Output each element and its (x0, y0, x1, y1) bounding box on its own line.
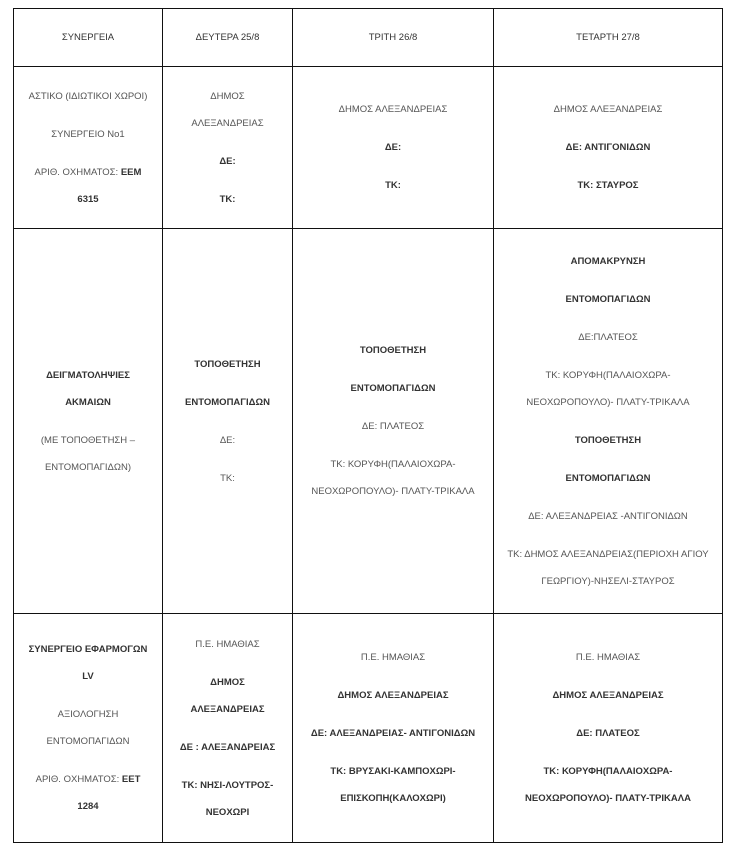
cell-text: ΤΟΠΟΘΕΤΗΣΗ (194, 358, 261, 370)
table-cell (163, 614, 293, 843)
cell-text: ΤΟΠΟΘΕΤΗΣΗ (574, 434, 642, 446)
cell-text: ΔΕ: (384, 142, 402, 153)
cell-paragraph (500, 427, 716, 454)
cell-text: 6315 (77, 193, 99, 205)
header-cell: ΤΡΙΤΗ 26/8 (293, 9, 494, 67)
cell-paragraph (20, 766, 156, 820)
cell-paragraph (500, 720, 716, 747)
cell-text: ΔΗΜΟΣ ΑΛΕΞΑΝΔΡΕΙΑΣ (552, 690, 664, 701)
cell-paragraph (299, 134, 487, 161)
cell-text: ΑΡΙΘ. ΟΧΗΜΑΤΟΣ: (35, 774, 122, 785)
cell-paragraph (20, 701, 156, 755)
table-cell (494, 229, 723, 614)
cell-text: ΕΕΤ (121, 774, 141, 785)
cell-text: ΔΕ: ΠΛΑΤΕΟΣ (361, 421, 425, 432)
cell-text: ΝΕΟΧΩΡΟΠΟΥΛΟ)- ΠΛΑΤΥ-ΤΡΙΚΑΛΑ (526, 396, 690, 408)
cell-text: ΔΗΜΟΣ (210, 676, 245, 688)
header-cell: ΔΕΥΤΕΡΑ 25/8 (163, 9, 293, 67)
table-cell (14, 614, 163, 843)
cell-paragraph (20, 159, 156, 213)
cell-text: ΣΥΝΕΡΓΕΙΟ Νο1 (51, 128, 125, 140)
cell-paragraph (500, 682, 716, 709)
cell-text: ΑΡΙΘ. ΟΧΗΜΑΤΟΣ: (34, 166, 121, 178)
cell-text: ΤΚ: ΣΤΑΥΡΟΣ (577, 180, 639, 191)
table-cell (14, 229, 163, 614)
cell-text: ΕΕΜ (120, 166, 142, 178)
cell-paragraph (20, 121, 156, 148)
table-cell (163, 229, 293, 614)
cell-paragraph (299, 413, 487, 440)
cell-text: ΤΚ: ΝΗΣΙ-ΛΟΥΤΡΟΣ- (181, 779, 274, 791)
cell-paragraph (169, 186, 286, 213)
cell-text: ΤΟΠΟΘΕΤΗΣΗ (359, 345, 427, 356)
cell-text: ΔΕ:ΠΛΑΤΕΟΣ (578, 331, 638, 343)
cell-text: ΤΚ: (385, 180, 401, 191)
cell-paragraph (299, 375, 487, 402)
cell-paragraph (299, 337, 487, 364)
cell-text: ΕΝΤΟΜΟΠΑΓΙΔΩΝ (185, 396, 270, 408)
cell-paragraph (169, 83, 286, 137)
cell-text: ΕΝΤΟΜΟΠΑΓΙΔΩΝ (350, 383, 436, 394)
cell-text: ΝΕΟΧΩΡΟΠΟΥΛΟ)- ΠΛΑΤΥ-ΤΡΙΚΑΛΑ (311, 486, 475, 497)
cell-paragraph (500, 248, 716, 275)
cell-paragraph (20, 362, 156, 416)
cell-paragraph (169, 669, 286, 723)
cell-text: ΑΛΕΞΑΝΔΡΕΙΑΣ (191, 117, 264, 129)
cell-paragraph (20, 83, 156, 110)
cell-paragraph (500, 286, 716, 313)
cell-text: ΔΕΙΓΜΑΤΟΛΗΨΙΕΣ (46, 369, 130, 381)
cell-text: ΔΕ: (219, 155, 236, 167)
cell-text: ΑΠΟΜΑΚΡΥΝΣΗ (570, 255, 646, 267)
cell-text: ΔΗΜΟΣ ΑΛΕΞΑΝΔΡΕΙΑΣ (553, 104, 663, 115)
cell-text: ΑΣΤΙΚΟ (ΙΔΙΩΤΙΚΟΙ ΧΩΡΟΙ) (28, 90, 148, 102)
table-cell (494, 67, 723, 229)
cell-text: ΣΥΝΕΡΓΕΙΟ ΕΦΑΡΜΟΓΩΝ (28, 644, 148, 655)
table-cell (494, 614, 723, 843)
cell-paragraph (299, 682, 487, 709)
cell-text: ΕΝΤΟΜΟΠΑΓΙΔΩΝ (565, 293, 651, 305)
cell-text: ΔΗΜΟΣ ΑΛΕΞΑΝΔΡΕΙΑΣ (337, 690, 449, 701)
cell-text: (ΜΕ ΤΟΠΟΘΕΤΗΣΗ – (40, 434, 136, 446)
cell-paragraph (500, 362, 716, 416)
schedule-table (13, 8, 723, 843)
cell-paragraph (500, 96, 716, 123)
table-cell (163, 67, 293, 229)
cell-paragraph (500, 465, 716, 492)
cell-paragraph (169, 351, 286, 378)
cell-text: ΔΕ: ΑΛΕΞΑΝΔΡΕΙΑΣ- ΑΝΤΙΓΟΝΙΔΩΝ (310, 728, 476, 739)
cell-paragraph (20, 636, 156, 690)
cell-text: ΑΚΜΑΙΩΝ (65, 396, 111, 408)
cell-text: ΕΝΤΟΜΟΠΑΓΙΔΩΝ (565, 472, 651, 484)
cell-text: ΕΠΙΣΚΟΠΗ(ΚΑΛΟΧΩΡΙ) (340, 793, 446, 804)
cell-paragraph (299, 172, 487, 199)
table-row (14, 67, 723, 229)
cell-text: ΑΞΙΟΛΟΓΗΣΗ (57, 709, 119, 720)
cell-paragraph (299, 644, 487, 671)
cell-paragraph (500, 324, 716, 351)
header-row (14, 9, 723, 67)
cell-text: ΔΕ: ΑΝΤΙΓΟΝΙΔΩΝ (565, 142, 651, 153)
cell-text: ΔΕ: ΑΛΕΞΑΝΔΡΕΙΑΣ -ΑΝΤΙΓΟΝΙΔΩΝ (528, 510, 688, 522)
cell-text: ΤΚ: (220, 472, 235, 484)
cell-paragraph (169, 734, 286, 761)
cell-text: ΔΕ: (219, 434, 236, 446)
header-cell: ΣΥΝΕΡΓΕΙΑ (14, 9, 163, 67)
cell-text: ΝΕΟΧΩΡΟΠΟΥΛΟ)- ΠΛΑΤΥ-ΤΡΙΚΑΛΑ (525, 793, 691, 804)
cell-paragraph (169, 631, 286, 658)
table-cell (293, 67, 494, 229)
cell-paragraph (500, 644, 716, 671)
cell-text: 1284 (77, 801, 99, 812)
cell-text: ΓΕΩΡΓΙΟΥ)-ΝΗΣΕΛΙ-ΣΤΑΥΡΟΣ (541, 575, 675, 587)
cell-paragraph (299, 451, 487, 505)
cell-text: Π.Ε. ΗΜΑΘΙΑΣ (360, 652, 426, 663)
cell-text: ΤΚ: ΚΟΡΥΦΗ(ΠΑΛΑΙΟΧΩΡΑ- (543, 766, 673, 777)
cell-text: ΤΚ: ΒΡΥΣΑΚΙ-ΚΑΜΠΟΧΩΡΙ- (330, 766, 456, 777)
cell-paragraph (299, 758, 487, 812)
cell-text: Π.Ε. ΗΜΑΘΙΑΣ (575, 652, 641, 663)
cell-paragraph (169, 427, 286, 454)
table-cell (14, 67, 163, 229)
header-cell: ΤΕΤΑΡΤΗ 27/8 (494, 9, 723, 67)
cell-text: ΤΚ: ΚΟΡΥΦΗ(ΠΑΛΑΙΟΧΩΡΑ- (330, 459, 456, 470)
cell-text: LV (82, 671, 94, 682)
cell-paragraph (20, 427, 156, 481)
cell-paragraph (169, 389, 286, 416)
table-row (14, 614, 723, 843)
cell-text: ΕΝΤΟΜΟΠΑΓΙΔΩΝ (46, 736, 130, 747)
cell-paragraph (500, 172, 716, 199)
cell-text: ΑΛΕΞΑΝΔΡΕΙΑΣ (190, 703, 265, 715)
cell-paragraph (500, 541, 716, 595)
table-cell (293, 229, 494, 614)
cell-text: ΔΗΜΟΣ (210, 90, 245, 102)
cell-text: ΕΝΤΟΜΟΠΑΓΙΔΩΝ) (44, 461, 132, 473)
cell-text: Π.Ε. ΗΜΑΘΙΑΣ (195, 638, 260, 650)
cell-text: ΤΚ: ΚΟΡΥΦΗ(ΠΑΛΑΙΟΧΩΡΑ- (545, 369, 671, 381)
cell-paragraph (500, 758, 716, 812)
cell-paragraph (169, 772, 286, 826)
table-cell (293, 614, 494, 843)
cell-paragraph (169, 148, 286, 175)
cell-text: ΔΕ : ΑΛΕΞΑΝΔΡΕΙΑΣ (179, 741, 276, 753)
cell-paragraph (169, 465, 286, 492)
cell-text: ΔΗΜΟΣ ΑΛΕΞΑΝΔΡΕΙΑΣ (338, 104, 448, 115)
cell-text: ΤΚ: (219, 193, 236, 205)
cell-text: ΔΕ: ΠΛΑΤΕΟΣ (576, 728, 640, 739)
cell-text: ΤΚ: ΔΗΜΟΣ ΑΛΕΞΑΝΔΡΕΙΑΣ(ΠΕΡΙΟΧΗ ΑΓΙΟΥ (507, 548, 709, 560)
cell-paragraph (299, 720, 487, 747)
cell-paragraph (500, 503, 716, 530)
cell-text: ΝΕΟΧΩΡΙ (205, 806, 250, 818)
table-row (14, 229, 723, 614)
cell-paragraph (299, 96, 487, 123)
cell-paragraph (500, 134, 716, 161)
